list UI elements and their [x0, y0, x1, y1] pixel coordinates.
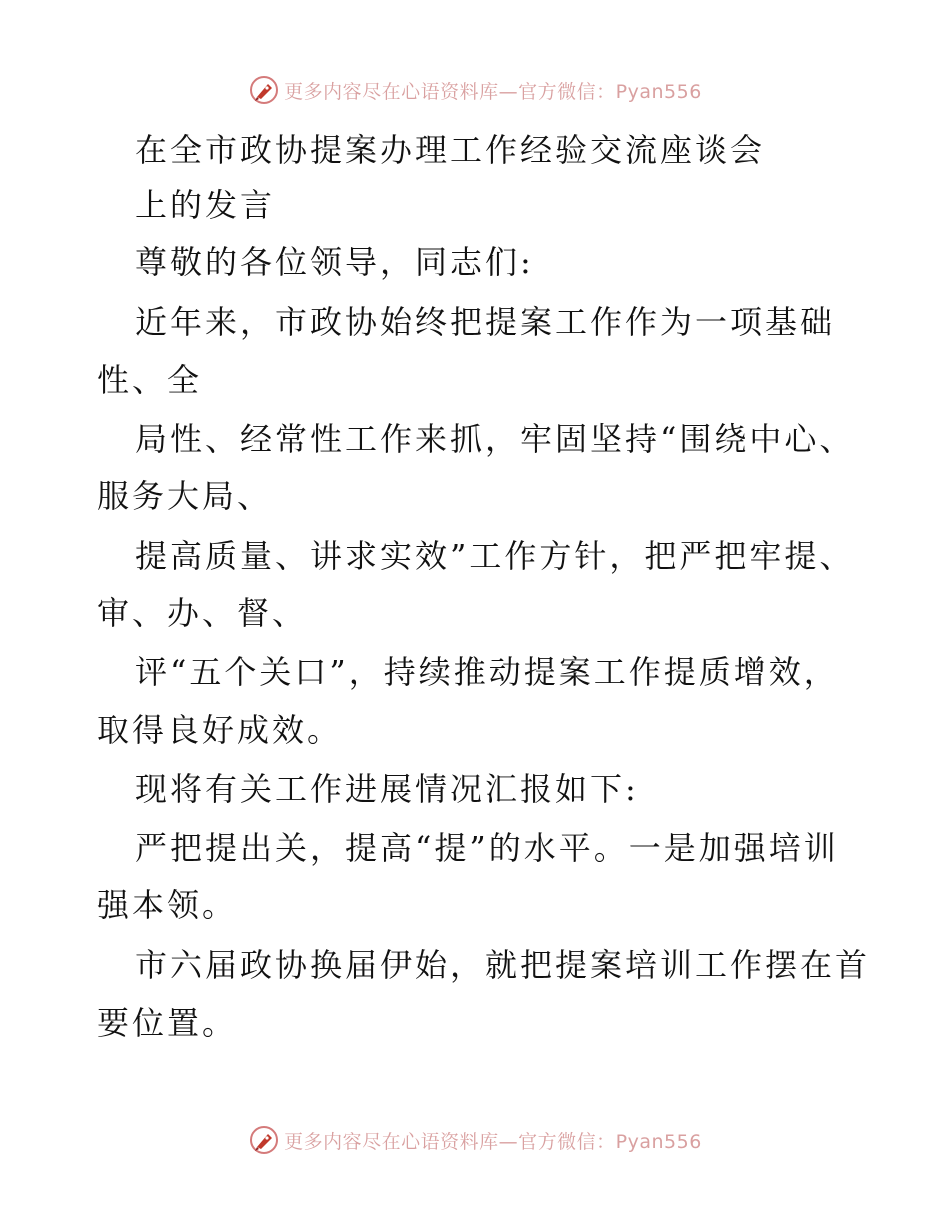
- pen-nib-icon: [248, 1124, 280, 1156]
- paragraph-line: 尊敬的各位领导，同志们:: [135, 243, 534, 281]
- document-title-line-1: 在全市政协提案办理工作经验交流座谈会: [135, 131, 766, 169]
- paragraph-line: 近年来，市政协始终把提案工作作为一项基础: [135, 303, 836, 341]
- paragraph-line: 局性、经常性工作来抓，牢固坚持“围绕中心、: [135, 420, 855, 458]
- paragraph-line: 审、办、督、: [97, 594, 308, 632]
- paragraph-line: 服务大局、: [97, 477, 273, 515]
- pen-nib-icon: [248, 74, 280, 106]
- paragraph-line: 性、全: [97, 361, 203, 399]
- paragraph-line: 评“五个关口”，持续推动提案工作提质增效，: [135, 653, 839, 691]
- document-title-line-2: 上的发言: [135, 186, 276, 224]
- paragraph-line: 严把提出关，提高“提”的水平。一是加强培训: [135, 829, 839, 867]
- watermark-footer: [0, 1120, 950, 1160]
- watermark-header: [0, 70, 950, 110]
- paragraph-line: 市六届政协换届伊始，就把提案培训工作摆在首: [135, 946, 871, 984]
- watermark-text: 更多内容尽在心语资料库—官方微信：Pyan556: [284, 80, 702, 103]
- paragraph-line: 强本领。: [97, 886, 238, 924]
- paragraph-line: 提高质量、讲求实效”工作方针，把严把牢提、: [135, 537, 855, 575]
- paragraph-line: 要位置。: [97, 1004, 238, 1042]
- watermark-text: 更多内容尽在心语资料库—官方微信：Pyan556: [284, 1130, 702, 1153]
- paragraph-line: 现将有关工作进展情况汇报如下:: [135, 770, 639, 808]
- paragraph-line: 取得良好成效。: [97, 711, 343, 749]
